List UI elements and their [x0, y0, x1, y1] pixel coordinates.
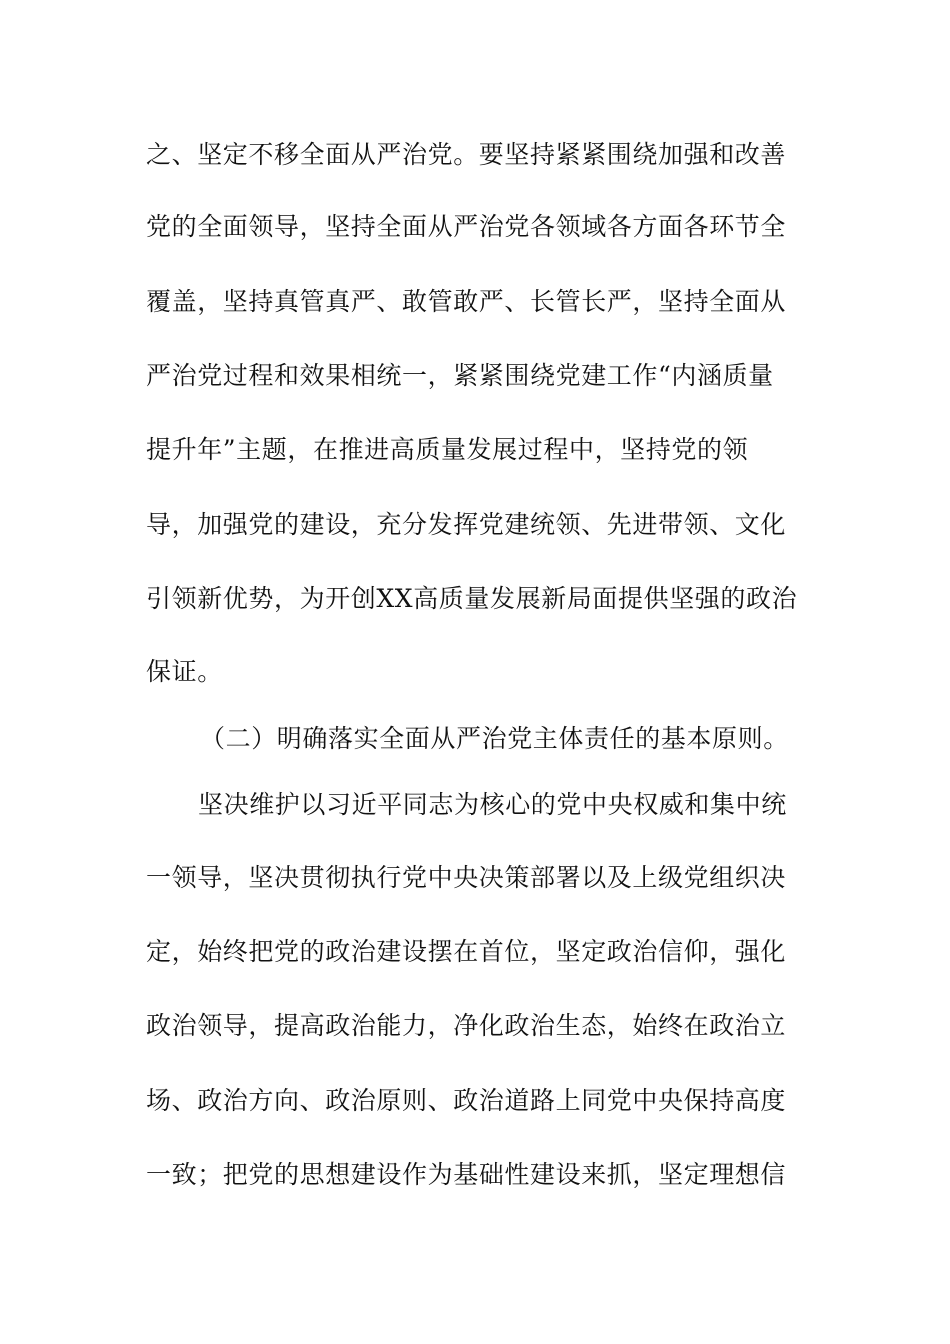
body-text-line: 保证。 [146, 657, 223, 686]
body-text-line: 场、政治方向、政治原则、政治道路上同党中央保持高度 [146, 1086, 787, 1115]
body-text-line: 之、坚定不移全面从严治党。要坚持紧紧围绕加强和改善 [146, 140, 787, 169]
body-text-line: 引领新优势，为开创XX高质量发展新局面提供坚强的政治 [146, 584, 798, 613]
body-text-line: 导，加强党的建设，充分发挥党建统领、先进带领、文化 [146, 510, 787, 539]
body-text-line: 定，始终把党的政治建设摆在首位，坚定政治信仰，强化 [146, 937, 787, 966]
body-text-line: 严治党过程和效果相统一，紧紧围绕党建工作“内涵质量 [146, 361, 774, 390]
body-text-line: 党的全面领导，坚持全面从严治党各领域各方面各环节全 [146, 212, 787, 241]
body-text-line: 一致；把党的思想建设作为基础性建设来抓，坚定理想信 [146, 1160, 787, 1189]
body-text-line: 覆盖，坚持真管真严、敢管敢严、长管长严，坚持全面从 [146, 287, 787, 316]
body-text-line: 政治领导，提高政治能力，净化政治生态，始终在政治立 [146, 1011, 787, 1040]
body-text-line: 坚决维护以习近平同志为核心的党中央权威和集中统 [198, 790, 787, 819]
body-text-line: 一领导，坚决贯彻执行党中央决策部署以及上级党组织决 [146, 863, 787, 892]
section-heading: （二）明确落实全面从严治党主体责任的基本原则。 [200, 724, 789, 753]
body-text-line: 提升年”主题，在推进高质量发展过程中，坚持党的领 [146, 435, 749, 464]
